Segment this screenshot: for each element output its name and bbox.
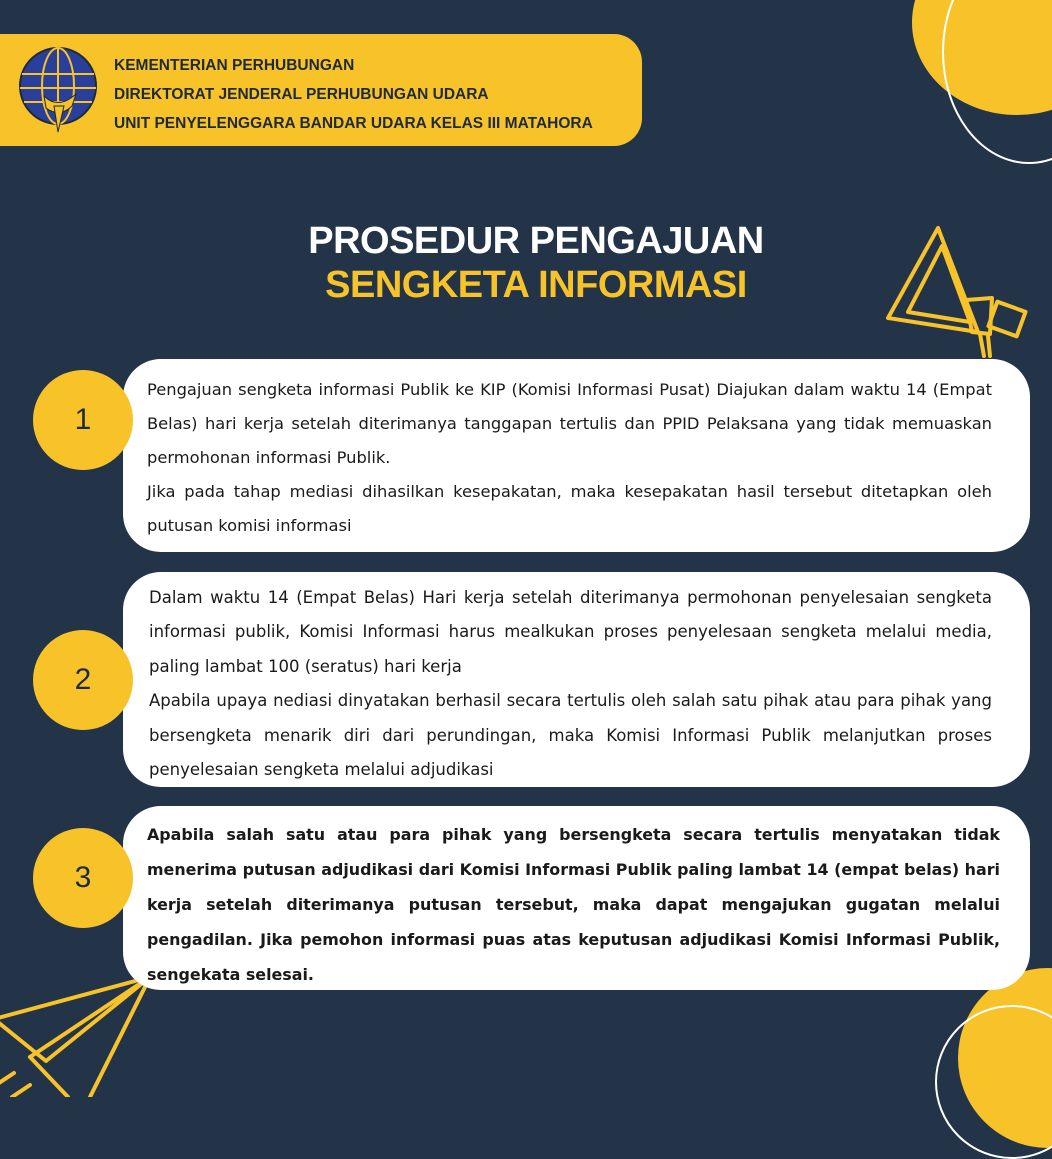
step-2-card	[123, 572, 1030, 787]
page-title-line1: PROSEDUR PENGAJUAN	[308, 220, 764, 262]
step-3-paragraph-1: Apabila salah satu atau para pihak yang bersengketa secara tertulis menyatakan tidak menerima putusan adjudikasi dari Komisi Informasi Publik paling lambat 14 (empat belas) hari kerja setelah diterimanya putusan tersebut, maka dapat mengajukan gugatan melalui pengadilan. Jika pemohon informasi puas atas keputusan adjudikasi Komisi Informasi Publik, sengekata selesai.	[147, 825, 1000, 984]
step-1-paragraph-1: Pengajuan sengketa informasi Publik ke KIP (Komisi Informasi Pusat) Diajukan dalam waktu 14 (Empat Belas) hari kerja setelah diterimanya tanggapan tertulis dan PPID Pelaksana yang tidak memuaskan permohonan informasi Publik.	[147, 380, 992, 467]
header-banner	[0, 34, 642, 146]
paper-plane-icon	[0, 975, 160, 1097]
header-directorate-name: DIREKTORAT JENDERAL PERHUBUNGAN UDARA	[114, 86, 489, 103]
decor-ring-bottom-right	[935, 1005, 1052, 1159]
step-2-number-badge: 2	[33, 630, 133, 730]
step-3-card	[123, 806, 1030, 990]
step-1-number-badge: 1	[33, 370, 133, 470]
megaphone-icon	[880, 222, 1030, 362]
step-2-paragraph-1: Dalam waktu 14 (Empat Belas) Hari kerja setelah diterimanya permohonan penyelesaian sengketa informasi publik, Komisi Informasi harus mealkukan proses penyelesaan sengketa melalui media, paling lambat 100 (seratus) hari kerja	[149, 588, 992, 676]
header-unit-name: UNIT PENYELENGGARA BANDAR UDARA KELAS III MATAHORA	[114, 115, 593, 132]
step-2-paragraph-2: Apabila upaya nediasi dinyatakan berhasil secara tertulis oleh salah satu pihak atau para pihak yang bersengketa menarik diri dari perundingan, maka Komisi Informasi Publik melanjutkan proses penyelesaian sengketa melalui adjudikasi	[149, 691, 992, 780]
step-3-number-badge: 3	[33, 828, 133, 928]
step-1-card	[123, 359, 1030, 552]
page-title-line2: SENGKETA INFORMASI	[325, 264, 747, 306]
step-1-paragraph-2: Jika pada tahap mediasi dihasilkan kesepakatan, maka kesepakatan hasil tersebut ditetapkan oleh putusan komisi informasi	[147, 482, 992, 535]
ministry-logo-icon	[16, 44, 102, 136]
decor-ring-top-right	[942, 0, 1052, 164]
header-ministry-name: KEMENTERIAN PERHUBUNGAN	[114, 57, 355, 74]
